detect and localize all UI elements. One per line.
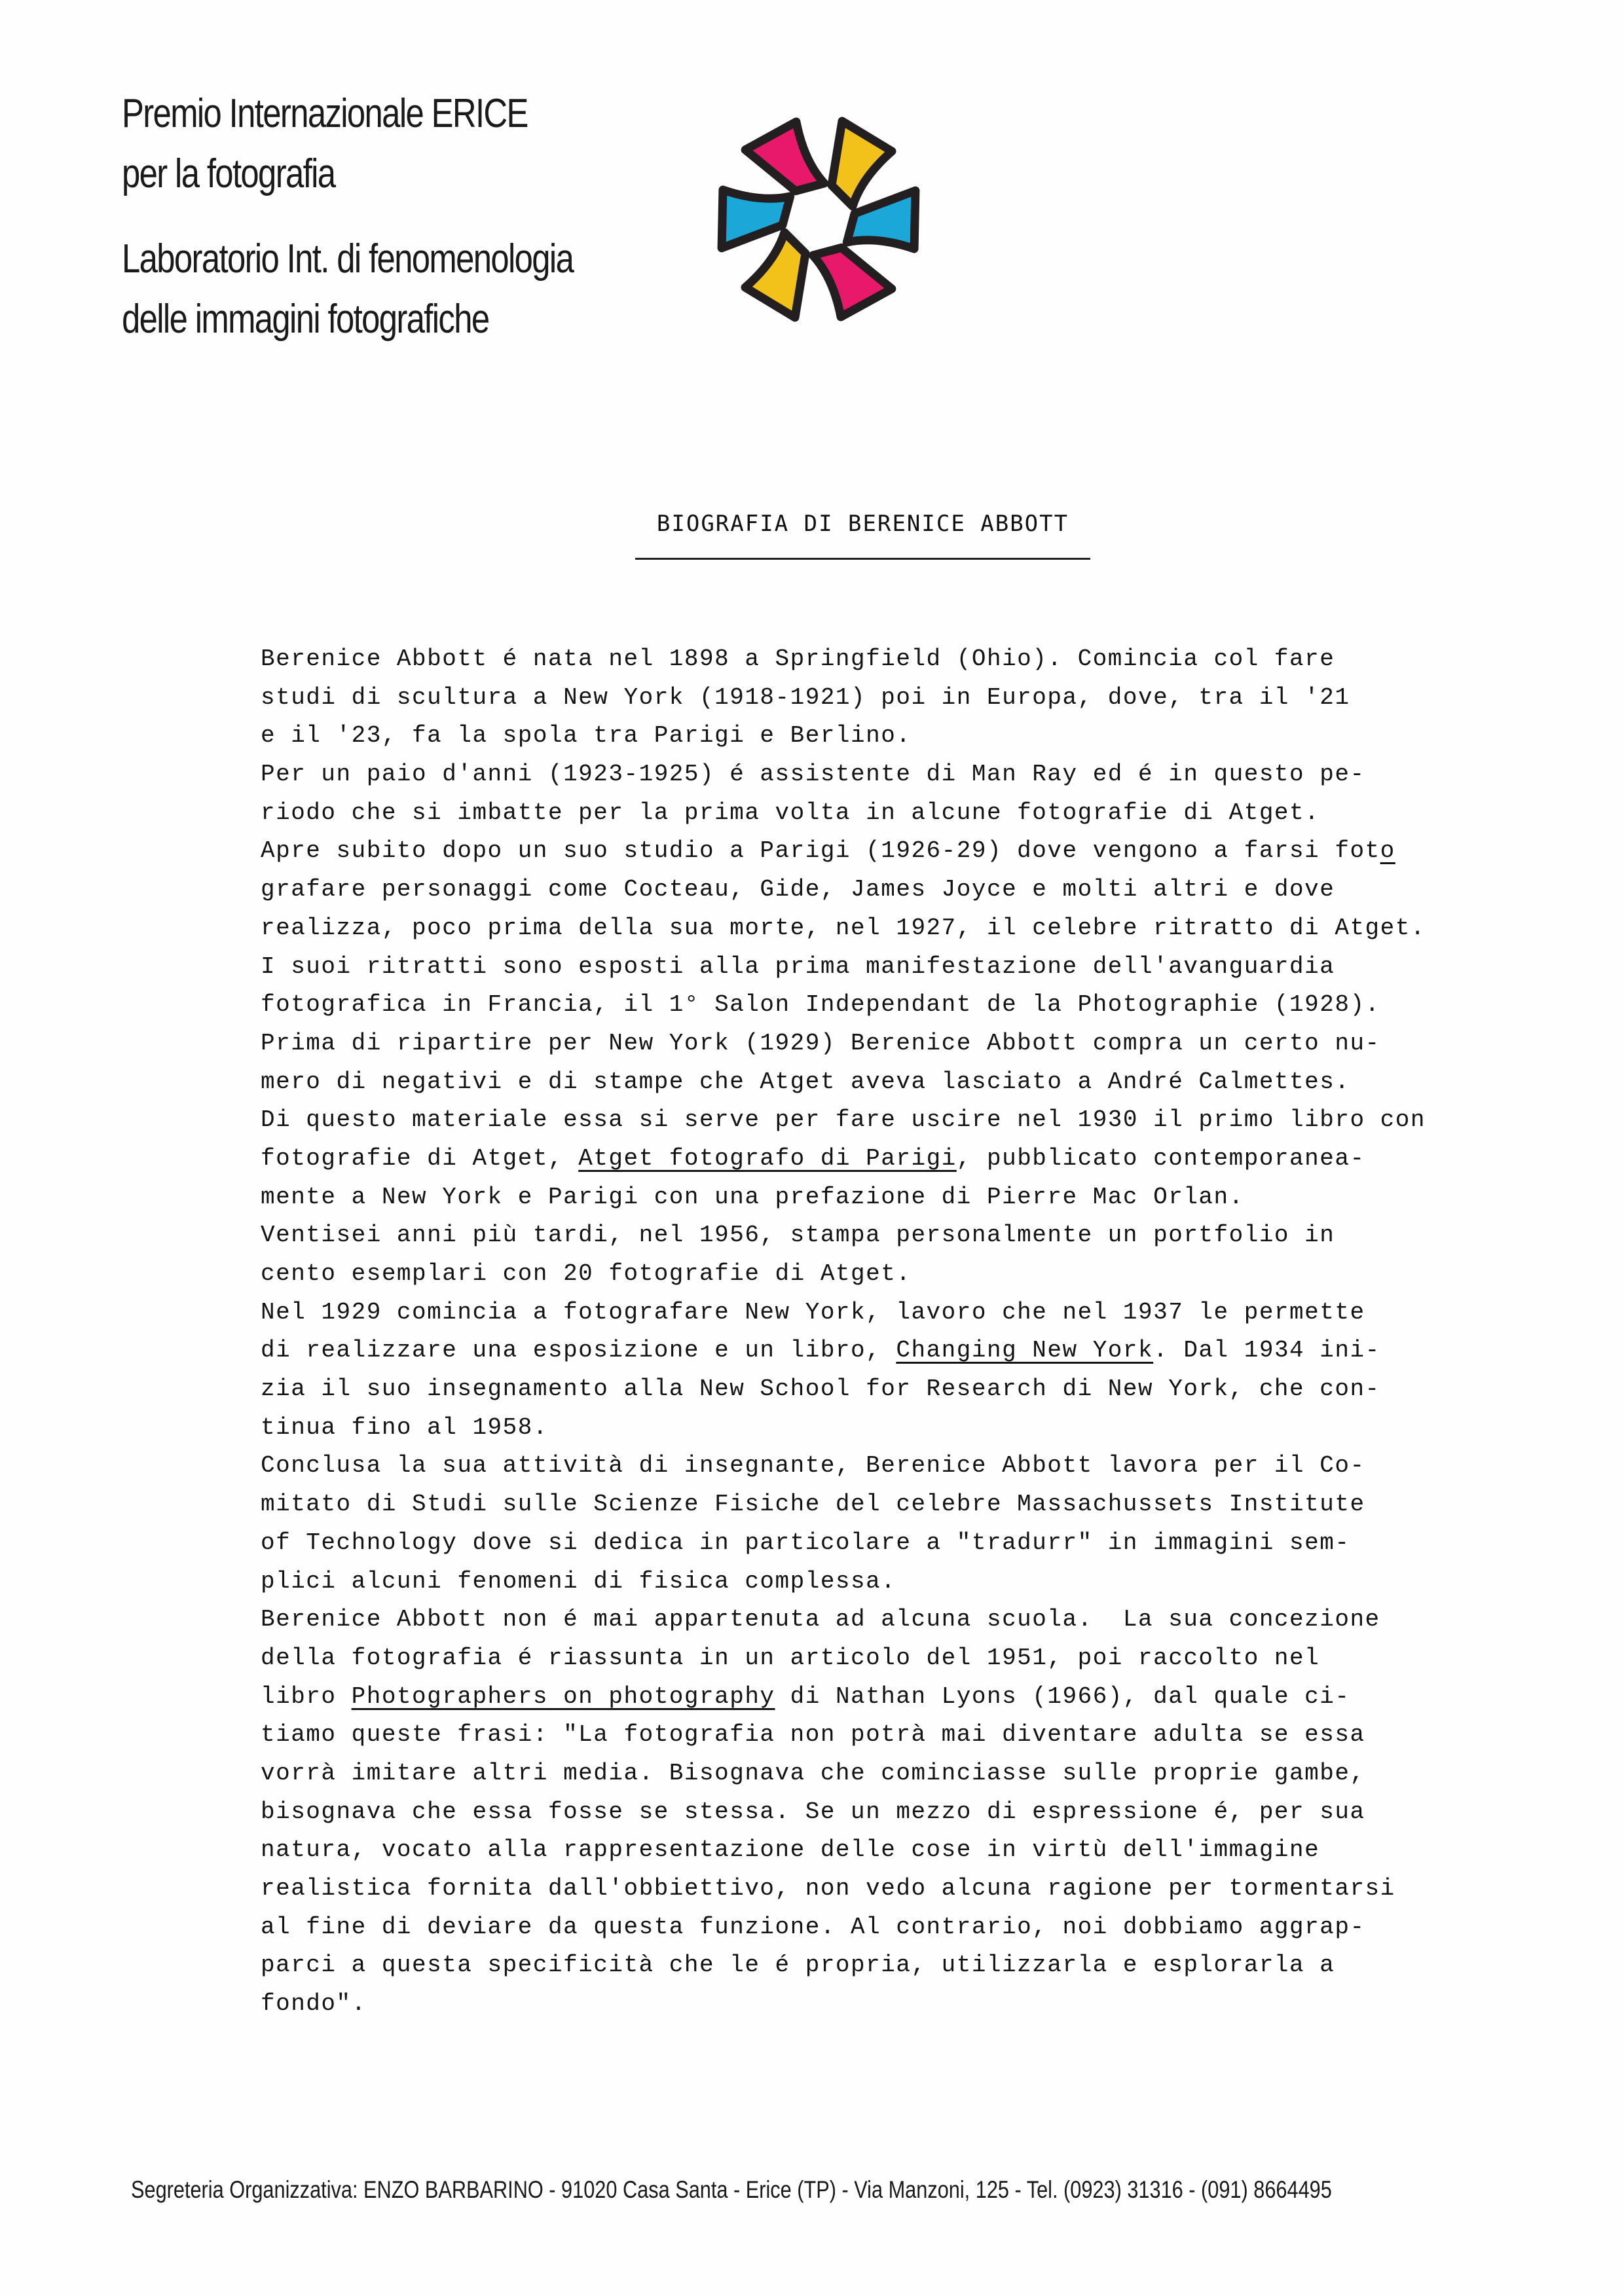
text-line: Conclusa la sua attività di insegnante, Berenice Abbott lavora per il Co- xyxy=(261,1452,1365,1480)
text-line: e il '23, fa la spola tra Parigi e Berlino. xyxy=(261,722,912,750)
text-line: mitato di Studi sulle Scienze Fisiche del celebre Massachussets Institute xyxy=(261,1491,1365,1518)
text-line: vorrà imitare altri media. Bisognava che cominciasse sulle proprie gambe, xyxy=(261,1759,1365,1787)
text-line: al fine di deviare da questa funzione. Al contrario, noi dobbiamo aggrap- xyxy=(261,1913,1365,1941)
text-line: Per un paio d'anni (1923-1925) é assistente di Man Ray ed é in questo pe- xyxy=(261,761,1365,788)
text-line: della fotografia é riassunta in un articolo del 1951, poi raccolto nel xyxy=(261,1644,1320,1671)
footer-address: Segreteria Organizzativa: ENZO BARBARINO - 91020 Casa Santa - Erice (TP) - Via Manzoni, 125 - Tel. (0923) 31316 - (091) 8664495 xyxy=(131,2176,1332,2203)
document-title: BIOGRAFIA DI BERENICE ABBOTT xyxy=(635,504,1090,560)
text-line: of Technology dove si dedica in particolare a "tradurr" in immagini sem- xyxy=(261,1529,1350,1556)
text-line: studi di scultura a New York (1918-1921) poi in Europa, dove, tra il '21 xyxy=(261,683,1350,711)
text-run: di Nathan Lyons (1966), dal quale ci- xyxy=(775,1683,1350,1710)
text-line: Berenice Abbott é nata nel 1898 a Springfield (Ohio). Comincia col fare xyxy=(261,646,1335,672)
letterhead-line-1: Premio Internazionale ERICE xyxy=(122,91,528,136)
logo-petal xyxy=(832,121,892,206)
text-run: , pubblicato contemporanea- xyxy=(956,1144,1365,1172)
text-line: parci a questa specificità che le é propria, utilizzarla e esplorarla a xyxy=(261,1952,1335,1979)
text-line: Di questo materiale essa si serve per fare uscire nel 1930 il primo libro con xyxy=(261,1106,1426,1134)
letterhead xyxy=(122,84,711,350)
text-line: realizza, poco prima della sua morte, nel 1927, il celebre ritratto di Atget. xyxy=(261,914,1426,941)
text-line: grafare personaggi come Cocteau, Gide, James Joyce e molti altri e dove xyxy=(261,876,1335,903)
text-line: zia il suo insegnamento alla New School for Research di New York, che con- xyxy=(261,1376,1380,1403)
text-line: Prima di ripartire per New York (1929) Berenice Abbott compra un certo nu- xyxy=(261,1029,1380,1057)
text-line: realistica fornita dall'obbiettivo, non vedo alcuna ragione per tormentarsi xyxy=(261,1875,1395,1902)
logo-petal xyxy=(745,232,805,318)
text-run: di realizzare una esposizione e un libro, xyxy=(261,1337,896,1364)
erice-flower-logo-icon xyxy=(704,101,933,337)
text-line: natura, vocato alla rappresentazione delle cose in virtù dell'immagine xyxy=(261,1836,1320,1864)
text-run: libro xyxy=(261,1683,352,1710)
text-line: tiamo queste frasi: "La fotografia non potrà mai diventare adulta se essa xyxy=(261,1721,1365,1749)
text-line: Ventisei anni più tardi, nel 1956, stampa personalmente un portfolio in xyxy=(261,1222,1335,1249)
text-line: fotografica in Francia, il 1° Salon Independant de la Photographie (1928). xyxy=(261,991,1380,1019)
text-line: fondo". xyxy=(261,1990,367,2018)
text-line: I suoi ritratti sono esposti alla prima manifestazione dell'avanguardia xyxy=(261,953,1335,980)
text-line xyxy=(261,1678,1524,1717)
text-run: . Dal 1934 ini- xyxy=(1153,1337,1380,1364)
book-title-photographers: Photographers on photography xyxy=(351,1683,775,1710)
letterhead-line-2: per la fotografia xyxy=(122,151,335,196)
book-title-atget: Atget fotografo di Parigi xyxy=(578,1144,957,1172)
text-line: cento esemplari con 20 fotografie di Atget. xyxy=(261,1260,912,1287)
text-line: riodo che si imbatte per la prima volta in alcune fotografie di Atget. xyxy=(261,799,1320,826)
text-line: Nel 1929 comincia a fotografare New York, lavoro che nel 1937 le permette xyxy=(261,1298,1365,1326)
text-line xyxy=(261,832,1524,871)
text-run: Apre subito dopo un suo studio a Parigi (1926-29) dove vengono a farsi fot xyxy=(261,837,1380,865)
text-line: plici alcuni fenomeni di fisica complessa. xyxy=(261,1567,896,1595)
text-line: mente a New York e Parigi con una prefazione di Pierre Mac Orlan. xyxy=(261,1183,1244,1211)
text-line: bisognava che essa fosse se stessa. Se un mezzo di espressione é, per sua xyxy=(261,1798,1365,1825)
text-line: Berenice Abbott non é mai appartenuta ad alcuna scuola. La sua concezione xyxy=(261,1606,1380,1633)
letterhead-line-3: Laboratorio Int. di fenomenologia xyxy=(122,236,574,282)
underlined-run: o xyxy=(1380,837,1395,865)
text-line xyxy=(261,1140,1524,1178)
biography-body xyxy=(261,640,1524,2024)
book-title-changing-new-york: Changing New York xyxy=(896,1337,1154,1364)
text-line: mero di negativi e di stampe che Atget aveva lasciato a André Calmettes. xyxy=(261,1068,1350,1095)
letterhead-line-4: delle immagini fotografiche xyxy=(122,297,489,342)
text-line: tinua fino al 1958. xyxy=(261,1413,548,1441)
text-run: fotografie di Atget, xyxy=(261,1144,579,1172)
text-line xyxy=(261,1332,1524,1370)
